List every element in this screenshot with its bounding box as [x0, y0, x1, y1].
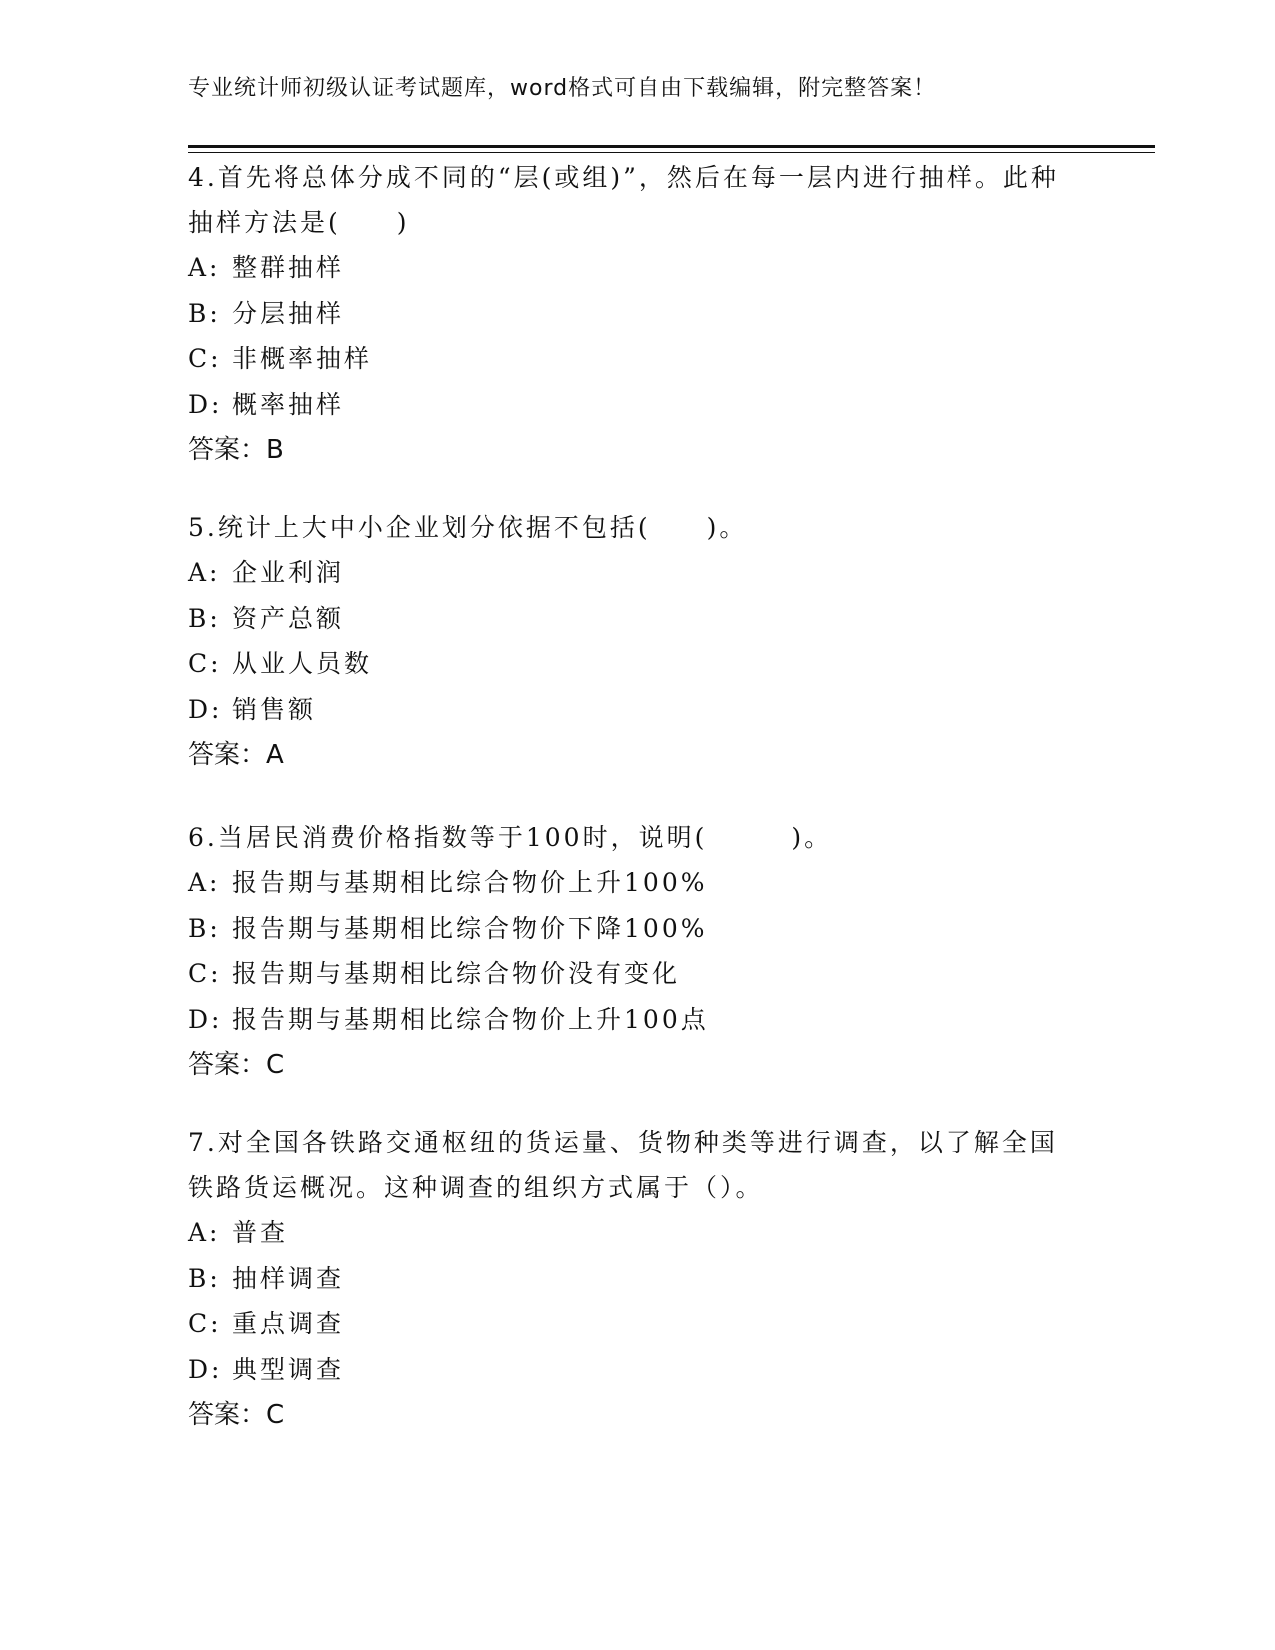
option-key: B: — [188, 298, 221, 328]
option-key: C: — [188, 1309, 222, 1338]
question-stem: 4.首先将总体分成不同的“层(或组)”，然后在每一层内进行抽样。此种抽样方法是( ) — [188, 163, 1059, 237]
option-key: C: — [188, 649, 222, 678]
option-key: B: — [188, 1263, 221, 1293]
option-a — [188, 245, 1088, 291]
question-stem: 7.对全国各铁路交通枢纽的货运量、货物种类等进行调查，以了解全国铁路货运概况。这种调查的组织方式属于（）。 — [188, 1128, 1058, 1202]
option-d — [188, 687, 1088, 733]
option-text: 从业人员数 — [232, 649, 373, 678]
answer: 答案：C — [188, 1050, 285, 1080]
option-a — [188, 550, 1088, 596]
answer: 答案：B — [188, 435, 284, 465]
option-c — [188, 1301, 1088, 1347]
answer: 答案：A — [188, 740, 284, 770]
option-key: C: — [188, 959, 222, 988]
option-a — [188, 860, 1088, 906]
option-key: A: — [188, 868, 221, 897]
question-stem: 6.当居民消费价格指数等于100时，说明( )。 — [188, 823, 833, 852]
option-key: A: — [188, 558, 221, 587]
option-b — [188, 291, 1088, 337]
option-d — [188, 1347, 1088, 1393]
option-key: B: — [188, 603, 221, 633]
option-key: D: — [188, 1354, 223, 1384]
option-key: A: — [188, 253, 221, 282]
option-text: 非概率抽样 — [232, 344, 373, 373]
option-key: D: — [188, 1004, 223, 1034]
option-a — [188, 1210, 1088, 1256]
question-5 — [188, 505, 1088, 778]
option-b — [188, 1256, 1088, 1302]
option-d — [188, 382, 1088, 428]
option-text: 典型调查 — [232, 1354, 345, 1384]
option-b — [188, 906, 1088, 952]
option-text: 报告期与基期相比综合物价没有变化 — [232, 959, 681, 988]
option-d — [188, 997, 1088, 1043]
option-text: 重点调查 — [232, 1309, 345, 1338]
option-text: 资产总额 — [232, 603, 345, 633]
question-stem: 5.统计上大中小企业划分依据不包括( )。 — [188, 513, 748, 542]
question-4 — [188, 155, 1088, 473]
option-key: A: — [188, 1218, 221, 1247]
option-text: 抽样调查 — [232, 1263, 345, 1293]
option-text: 概率抽样 — [232, 389, 345, 419]
option-c — [188, 641, 1088, 687]
option-c — [188, 951, 1088, 997]
question-6 — [188, 815, 1088, 1088]
header-rule-thick — [188, 145, 1155, 148]
option-text: 报告期与基期相比综合物价上升100% — [232, 868, 708, 897]
question-7 — [188, 1120, 1088, 1438]
document-header: 专业统计师初级认证考试题库，word格式可自由下载编辑，附完整答案！ — [188, 76, 937, 101]
option-key: D: — [188, 694, 223, 724]
option-c — [188, 336, 1088, 382]
option-text: 企业利润 — [232, 558, 345, 587]
option-text: 整群抽样 — [232, 253, 345, 282]
option-text: 普查 — [232, 1218, 289, 1247]
answer: 答案：C — [188, 1400, 285, 1430]
option-text: 报告期与基期相比综合物价上升100点 — [232, 1004, 709, 1034]
option-key: B: — [188, 913, 221, 943]
header-rule-thin — [188, 152, 1155, 153]
option-text: 分层抽样 — [232, 298, 345, 328]
option-b — [188, 596, 1088, 642]
option-key: D: — [188, 389, 223, 419]
option-text: 报告期与基期相比综合物价下降100% — [232, 913, 708, 943]
option-key: C: — [188, 344, 222, 373]
option-text: 销售额 — [232, 694, 317, 724]
